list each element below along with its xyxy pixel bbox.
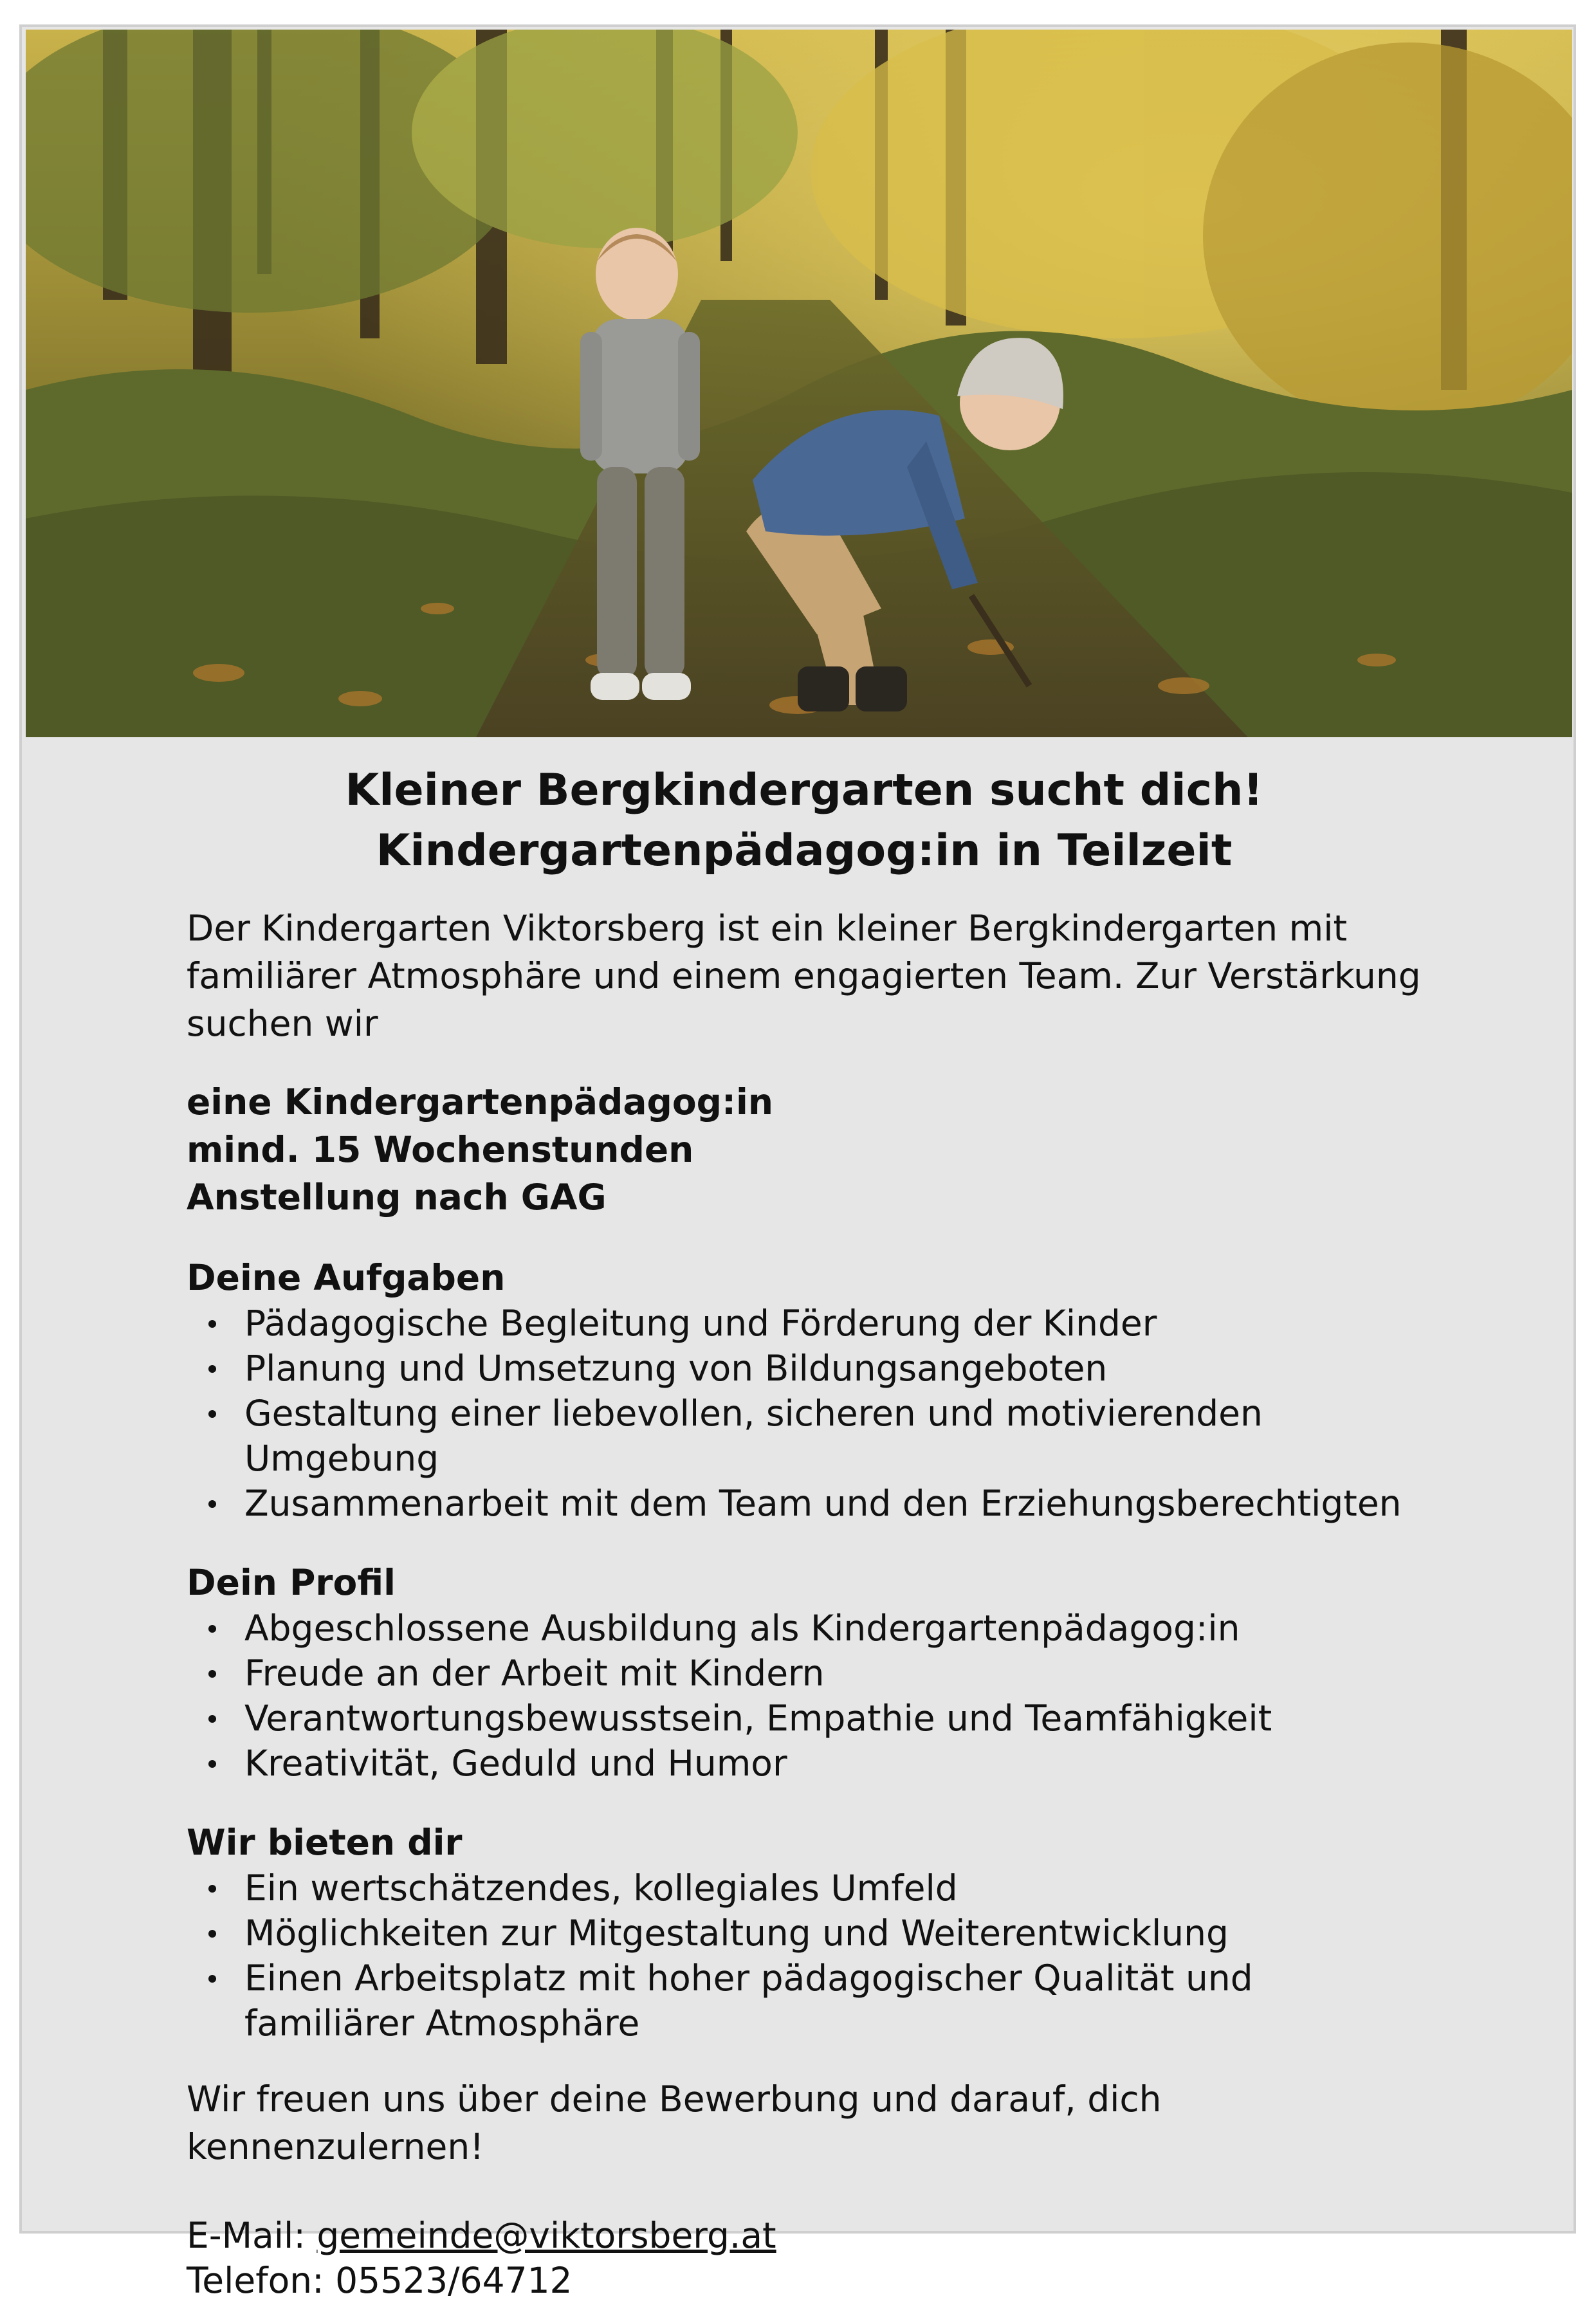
profile-list — [187, 1606, 1460, 1786]
list-item: Einen Arbeitsplatz mit hoher pädagogischer Qualität und familiärer Atmosphäre — [187, 1956, 1460, 2046]
section-heading-tasks: Deine Aufgaben — [187, 1257, 506, 1298]
bullet-icon — [208, 1410, 216, 1418]
tasks-list — [187, 1301, 1460, 1526]
position-details — [187, 1078, 1460, 1221]
section-heading-offer: Wir bieten dir — [187, 1822, 463, 1863]
closing-text: Wir freuen uns über deine Bewerbung und darauf, dich kennenzulernen! — [187, 2078, 1162, 2167]
bullet-icon — [208, 1625, 216, 1633]
bullet-icon — [208, 1760, 216, 1768]
bullet-icon — [208, 1975, 216, 1983]
page-title — [187, 760, 1422, 881]
list-item: Pädagogische Begleitung und Förderung der Kinder — [187, 1301, 1460, 1346]
list-item: Abgeschlossene Ausbildung als Kindergartenpädagog:in — [187, 1606, 1460, 1651]
header-photo-children-in-forest — [26, 30, 1572, 737]
intro-paragraph: Der Kindergarten Viktorsberg ist ein kleiner Bergkindergarten mit familiärer Atmosphäre und einem engagierten Team. Zur Verstärkung suchen wir — [187, 908, 1421, 1044]
title-line-2: Kindergartenpädagog:in in Teilzeit — [376, 825, 1233, 876]
job-ad-content — [187, 760, 1460, 2303]
bullet-icon — [208, 1365, 216, 1373]
email-link[interactable]: gemeinde@viktorsberg.at — [316, 2215, 776, 2256]
offer-list — [187, 1866, 1460, 2046]
list-item: Planung und Umsetzung von Bildungsangeboten — [187, 1346, 1460, 1391]
section-heading-profile: Dein Profil — [187, 1562, 396, 1603]
bullet-icon — [208, 1670, 216, 1678]
flyer-sheet — [19, 24, 1576, 2301]
list-item: Ein wertschätzendes, kollegiales Umfeld — [187, 1866, 1460, 1911]
phone-number: 05523/64712 — [335, 2260, 573, 2301]
bullet-icon — [208, 1930, 216, 1938]
bullet-icon — [208, 1885, 216, 1893]
list-item: Gestaltung einer liebevollen, sicheren und motivierenden Umgebung — [187, 1391, 1460, 1481]
list-item: Freude an der Arbeit mit Kindern — [187, 1651, 1460, 1696]
list-item: Verantwortungsbewusstsein, Empathie und Teamfähigkeit — [187, 1696, 1460, 1741]
bullet-icon — [208, 1715, 216, 1723]
bullet-icon — [208, 1320, 216, 1328]
bullet-icon — [208, 1500, 216, 1508]
phone-label: Telefon: — [187, 2260, 336, 2301]
email-label: E-Mail: — [187, 2215, 317, 2256]
contact-block — [187, 2213, 1460, 2303]
position-role: eine Kindergartenpädagog:in — [187, 1081, 774, 1123]
list-item: Möglichkeiten zur Mitgestaltung und Weiterentwicklung — [187, 1911, 1460, 1956]
title-line-1: Kleiner Bergkindergarten sucht dich! — [345, 765, 1263, 816]
contact-email-row — [187, 2213, 1460, 2258]
list-item: Kreativität, Geduld und Humor — [187, 1741, 1460, 1786]
position-hours: mind. 15 Wochenstunden — [187, 1129, 694, 1170]
contact-phone-row — [187, 2258, 1460, 2303]
list-item: Zusammenarbeit mit dem Team und den Erziehungsberechtigten — [187, 1481, 1460, 1526]
position-employment: Anstellung nach GAG — [187, 1177, 607, 1218]
